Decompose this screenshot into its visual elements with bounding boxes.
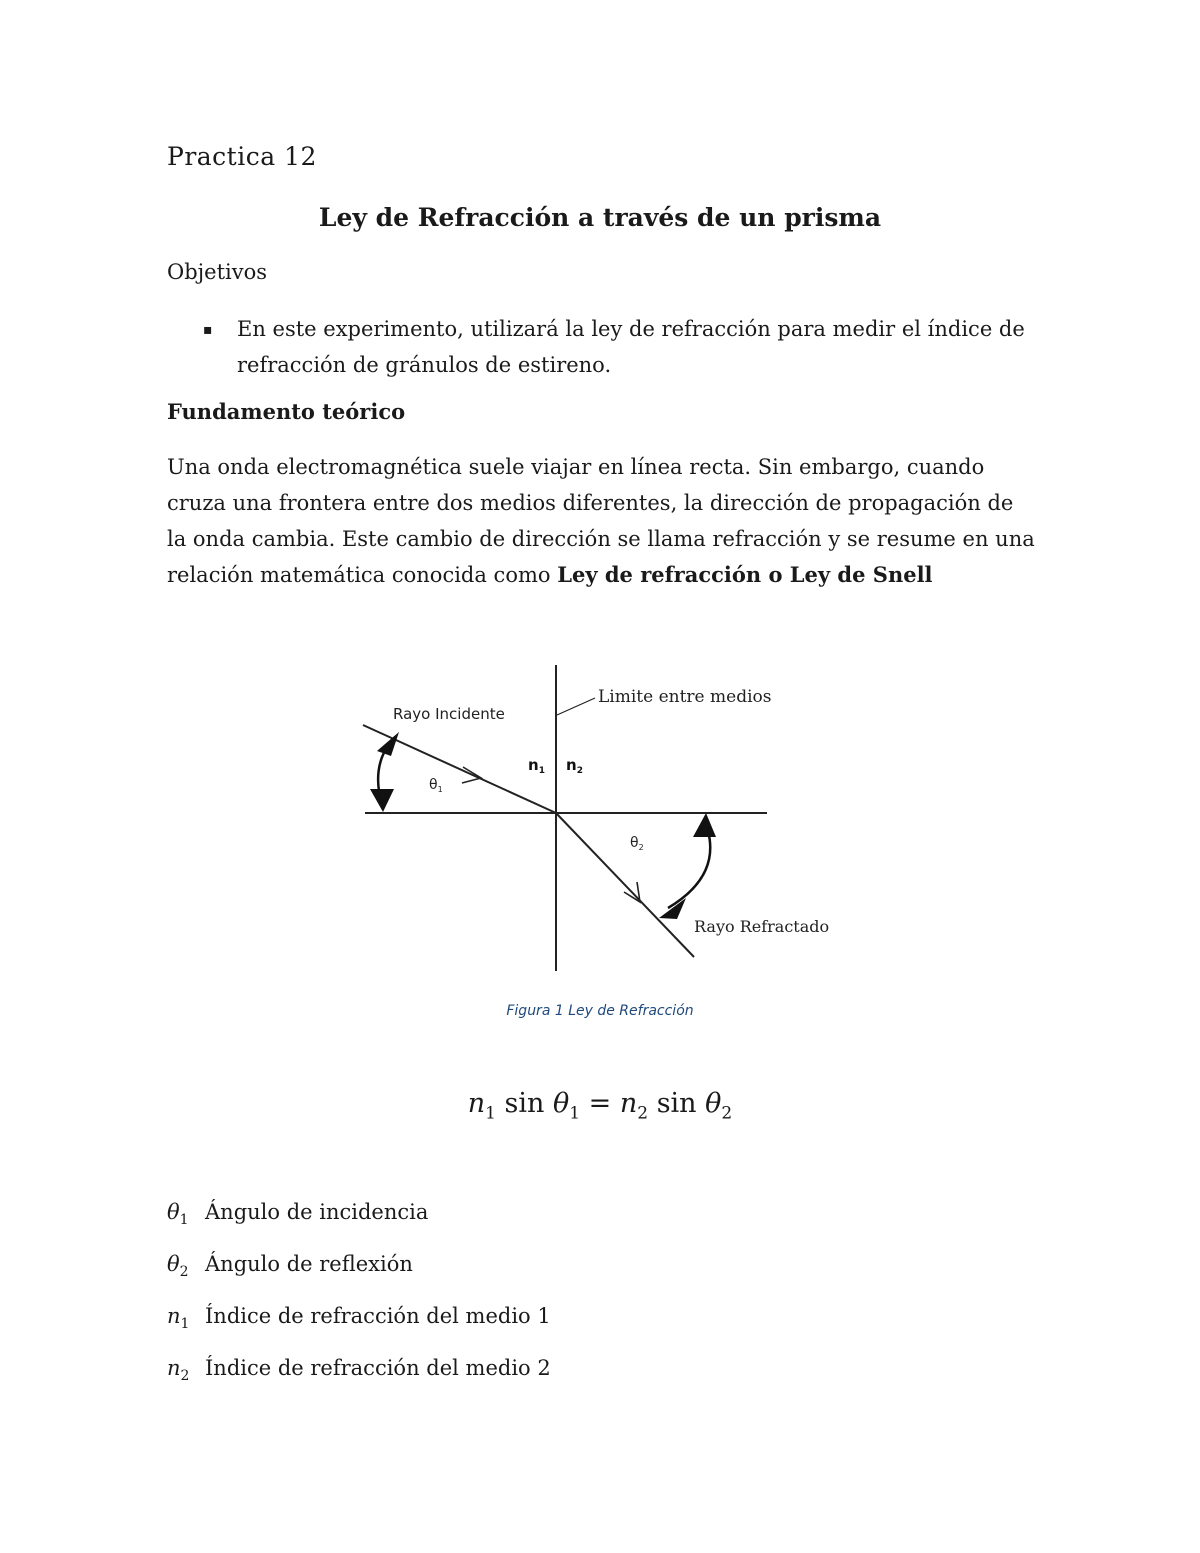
objectives-heading: Objetivos — [167, 260, 268, 284]
eq-equals: = — [580, 1088, 620, 1119]
theta1-subscript: 1 — [437, 785, 443, 794]
n2-symbol: n — [566, 756, 577, 774]
objective-item: En este experimento, utilizará la ley de refracción para medir el índice de refracción de gránulos de estireno. — [237, 317, 1025, 377]
definition-symbol — [167, 1252, 205, 1280]
eq-n1: n — [467, 1088, 486, 1119]
definition-symbol-sub: 2 — [179, 1264, 189, 1281]
incident-ray-label: Rayo Incidente — [393, 705, 505, 723]
definition-text: Índice de refracción del medio 2 — [205, 1356, 551, 1380]
definition-row — [167, 1252, 413, 1280]
definition-symbol-letter: n — [167, 1304, 181, 1328]
theta2-symbol: θ — [630, 835, 639, 851]
eq-theta1-sub: 1 — [569, 1103, 581, 1124]
refracted-ray-label: Rayo Refractado — [694, 917, 830, 936]
theta2-subscript: 2 — [638, 843, 644, 852]
theta1-label — [429, 777, 443, 794]
definition-text: Ángulo de reflexión — [205, 1252, 413, 1276]
eq-sin-2: sin — [648, 1088, 706, 1119]
theory-paragraph-text: Una onda electromagnética suele viajar en línea recta. Sin embargo, cuando cruza una frontera entre dos medios diferentes, la dirección de propagación de la onda cambia. Este cambio de dirección se llama refracción y se resume en una relación matemática conocida como — [167, 455, 1035, 587]
eq-n1-sub: 1 — [485, 1103, 496, 1124]
theory-heading: Fundamento teórico — [167, 399, 406, 424]
figure-caption: Figura 1 Ley de Refracción — [506, 1003, 694, 1019]
eq-n2: n — [619, 1088, 638, 1119]
definition-row — [167, 1304, 551, 1332]
snell-law-term: Ley de refracción o Ley de Snell — [557, 562, 933, 587]
n1-subscript: 1 — [538, 766, 545, 776]
snell-equation — [0, 1088, 1200, 1123]
n2-subscript: 2 — [576, 766, 583, 776]
n1-label — [528, 756, 545, 776]
refracted-ray — [556, 813, 694, 957]
eq-theta1: θ — [553, 1088, 570, 1119]
definition-symbol — [167, 1304, 205, 1332]
eq-sin-1: sin — [495, 1088, 553, 1119]
eq-theta2: θ — [705, 1088, 722, 1119]
definition-symbol — [167, 1356, 205, 1384]
n2-label — [566, 756, 583, 776]
eq-theta2-sub: 2 — [721, 1103, 733, 1124]
angle-arrow-theta1-bottom-icon — [370, 789, 394, 812]
definition-symbol-sub: 2 — [180, 1368, 190, 1385]
angle-arc-theta2 — [668, 831, 710, 908]
definition-text: Índice de refracción del medio 1 — [205, 1304, 551, 1328]
definition-text: Ángulo de incidencia — [205, 1200, 429, 1224]
definition-symbol-sub: 1 — [179, 1212, 189, 1229]
theta2-label — [630, 835, 644, 852]
n1-symbol: n — [528, 756, 539, 774]
definition-symbol-letter: θ — [167, 1200, 180, 1224]
definition-row — [167, 1356, 551, 1384]
definition-symbol-letter: θ — [167, 1252, 180, 1276]
definition-symbol-sub: 1 — [180, 1316, 190, 1333]
definition-symbol — [167, 1200, 205, 1228]
theta1-symbol: θ — [429, 777, 438, 793]
boundary-leader-line — [557, 698, 595, 715]
boundary-label: Limite entre medios — [598, 687, 772, 707]
definition-row — [167, 1200, 428, 1228]
bullet-square-icon: ▪ — [203, 322, 213, 338]
angle-arrow-theta2-top-icon — [693, 813, 716, 837]
document-title: Ley de Refracción a través de un prisma — [318, 203, 882, 232]
refraction-diagram — [350, 655, 850, 980]
eq-n2-sub: 2 — [637, 1103, 649, 1124]
angle-arrow-theta2-bottom-icon — [659, 898, 686, 919]
theory-paragraph — [167, 449, 1037, 593]
practice-label: Practica 12 — [167, 142, 317, 171]
definition-symbol-letter: n — [167, 1356, 181, 1380]
